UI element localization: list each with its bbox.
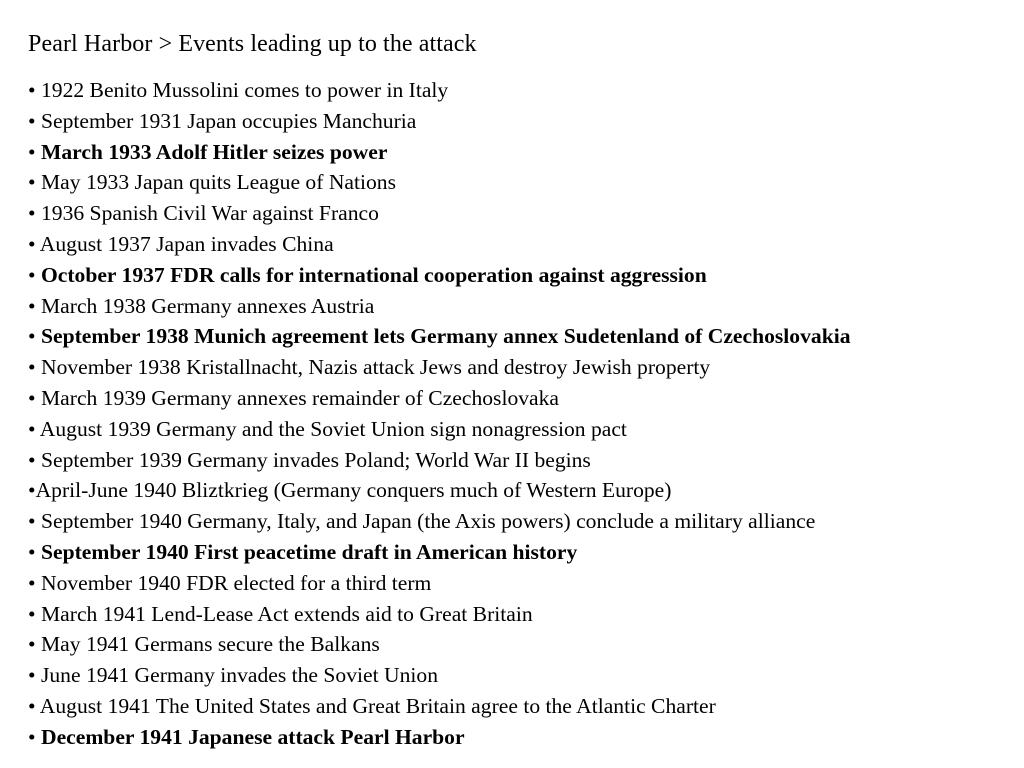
bullet-icon: • bbox=[28, 724, 36, 749]
event-text: September 1940 Germany, Italy, and Japan (the Axis powers) conclude a military alliance bbox=[40, 509, 816, 534]
event-text: March 1933 Adolf Hitler seizes power bbox=[40, 139, 388, 164]
bullet-icon: • bbox=[28, 78, 36, 102]
bullet-icon: • bbox=[28, 570, 36, 595]
bullet-icon: • bbox=[28, 201, 36, 226]
bullet-icon: • bbox=[28, 539, 36, 564]
bullet-icon: • bbox=[28, 693, 36, 718]
event-item bbox=[28, 291, 851, 322]
event-item bbox=[28, 106, 851, 137]
bullet-icon: • bbox=[28, 632, 36, 657]
bullet-icon: • bbox=[28, 355, 36, 380]
event-text: September 1931 Japan occupies Manchuria bbox=[40, 108, 417, 133]
event-item bbox=[28, 75, 851, 106]
bullet-icon: • bbox=[28, 139, 36, 164]
bullet-icon: • bbox=[28, 170, 36, 195]
bullet-icon: • bbox=[28, 293, 36, 318]
event-item bbox=[28, 321, 851, 352]
bullet-icon: • bbox=[28, 385, 36, 410]
event-item bbox=[28, 137, 851, 168]
event-item bbox=[28, 506, 851, 537]
event-item bbox=[28, 722, 851, 753]
event-item bbox=[28, 383, 851, 414]
bullet-icon: • bbox=[28, 262, 36, 287]
event-item bbox=[28, 629, 851, 660]
event-item bbox=[28, 599, 851, 630]
event-text: May 1933 Japan quits League of Nations bbox=[40, 170, 396, 195]
event-item bbox=[28, 537, 851, 568]
event-item bbox=[28, 691, 851, 722]
event-item bbox=[28, 229, 851, 260]
event-item bbox=[28, 352, 851, 383]
bullet-icon: • bbox=[28, 108, 36, 133]
event-text: 1936 Spanish Civil War against Franco bbox=[40, 201, 379, 226]
bullet-icon: • bbox=[28, 601, 36, 626]
event-text: March 1938 Germany annexes Austria bbox=[40, 293, 375, 318]
event-text: August 1939 Germany and the Soviet Union sign nonagression pact bbox=[39, 416, 627, 441]
event-text: June 1941 Germany invades the Soviet Union bbox=[40, 663, 438, 688]
event-text: March 1941 Lend-Lease Act extends aid to Great Britain bbox=[40, 601, 533, 626]
bullet-icon: • bbox=[28, 663, 36, 688]
event-item bbox=[28, 198, 851, 229]
bullet-icon: • bbox=[28, 478, 36, 503]
event-text: 1922 Benito Mussolini comes to power in Italy bbox=[40, 78, 449, 102]
event-text: October 1937 FDR calls for international cooperation against aggression bbox=[40, 262, 707, 287]
bullet-icon: • bbox=[28, 324, 36, 349]
event-text: December 1941 Japanese attack Pearl Harbor bbox=[40, 724, 465, 749]
bullet-icon: • bbox=[28, 416, 36, 441]
event-item bbox=[28, 260, 851, 291]
bullet-icon: • bbox=[28, 447, 36, 472]
event-item bbox=[28, 445, 851, 476]
event-text: November 1940 FDR elected for a third term bbox=[40, 570, 432, 595]
event-item bbox=[28, 660, 851, 691]
event-text: March 1939 Germany annexes remainder of Czechoslovaka bbox=[40, 385, 560, 410]
event-item bbox=[28, 167, 851, 198]
event-text: September 1940 First peacetime draft in American history bbox=[40, 539, 578, 564]
event-text: April-June 1940 Bliztkrieg (Germany conquers much of Western Europe) bbox=[35, 478, 672, 503]
page-title: Pearl Harbor > Events leading up to the attack bbox=[28, 31, 477, 57]
bullet-icon: • bbox=[28, 231, 36, 256]
events-list bbox=[28, 75, 851, 753]
event-item bbox=[28, 414, 851, 445]
event-text: September 1939 Germany invades Poland; World War II begins bbox=[40, 447, 591, 472]
event-item bbox=[28, 568, 851, 599]
event-text: August 1941 The United States and Great Britain agree to the Atlantic Charter bbox=[39, 693, 716, 718]
event-text: May 1941 Germans secure the Balkans bbox=[40, 632, 380, 657]
event-text: August 1937 Japan invades China bbox=[39, 231, 334, 256]
event-text: November 1938 Kristallnacht, Nazis attack Jews and destroy Jewish property bbox=[40, 355, 711, 380]
bullet-icon: • bbox=[28, 509, 36, 534]
event-text: September 1938 Munich agreement lets Germany annex Sudetenland of Czechoslovakia bbox=[40, 324, 851, 349]
event-item bbox=[28, 475, 851, 506]
